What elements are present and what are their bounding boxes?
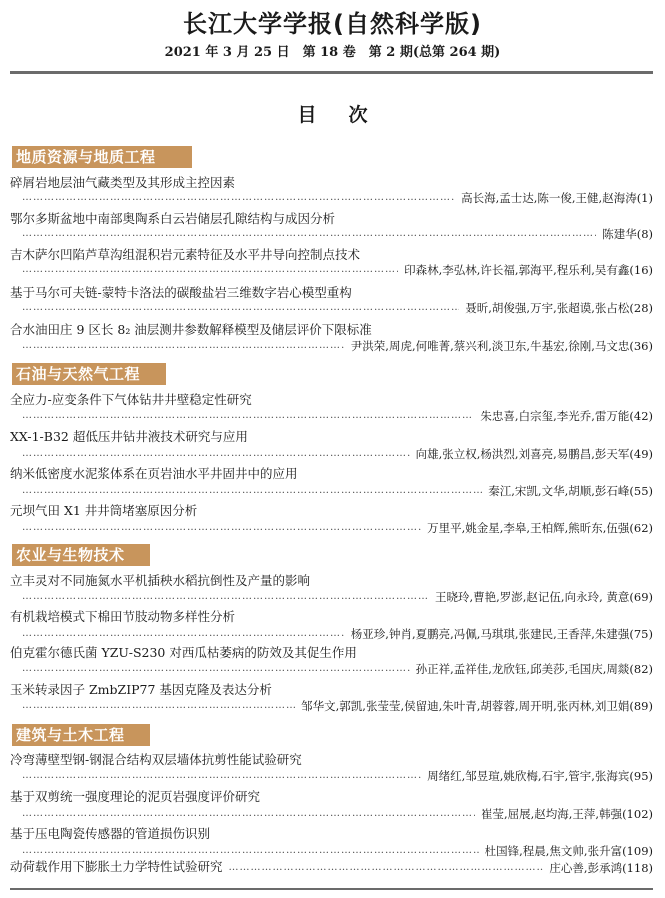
- leader-dots: [22, 843, 479, 859]
- entry-authors: 高长海,孟士达,陈一俊,王健,赵海涛(1): [461, 191, 653, 205]
- entry-title[interactable]: XX-1-B32 超低压井钻井液技术研究与应用: [10, 429, 248, 444]
- inline-entry[interactable]: [10, 858, 653, 876]
- leader-dots: [22, 626, 345, 642]
- entry-title[interactable]: 玉米转录因子 ZmbZIP77 基因克隆及表达分析: [10, 682, 272, 697]
- leader-dots: [22, 408, 474, 424]
- section-badge-agriculture: 农业与生物技术: [12, 544, 150, 566]
- toc-heading-char-2: 次: [348, 104, 368, 126]
- entry-authors: 庄心善,彭承鸿(118): [549, 861, 653, 875]
- entry-line: [22, 520, 653, 536]
- entry-title[interactable]: 合水油田庄 9 区长 8₂ 油层测井参数解释模型及储层评价下限标准: [10, 322, 372, 337]
- section-badge-civil: 建筑与土木工程: [12, 724, 150, 746]
- entry-line: [22, 446, 653, 462]
- leader-dots: [22, 262, 398, 278]
- entry-title[interactable]: 元坝气田 X1 井井筒堵塞原因分析: [10, 503, 198, 518]
- entry-title[interactable]: 碎屑岩地层油气藏类型及其形成主控因素: [10, 175, 236, 190]
- entry-title[interactable]: 全应力-应变条件下气体钻井井壁稳定性研究: [10, 392, 252, 407]
- entry-authors: 尹洪荣,周虎,何唯菁,蔡兴利,淡卫东,牛基宏,徐刚,马文忠(36): [350, 339, 653, 353]
- journal-title: 长江大学学报(自然科学版): [183, 10, 482, 38]
- entry-title[interactable]: 基于马尔可夫链-蒙特卡洛法的碳酸盐岩三维数字岩心模型重构: [10, 285, 352, 300]
- leader-dots: [22, 338, 345, 354]
- entry-line: [22, 768, 653, 784]
- entry-line: [22, 698, 653, 714]
- leader-dots: [22, 661, 410, 677]
- leader-dots: [22, 226, 596, 242]
- entry-authors: 朱忠喜,白宗玺,李光乔,雷万能(42): [480, 409, 653, 423]
- entry-title[interactable]: 基于压电陶瓷传感器的管道损伤识别: [10, 826, 211, 841]
- entry-line: [22, 408, 653, 424]
- leader-dots: [229, 860, 544, 876]
- entry-authors: 印森林,李弘林,许长福,郭海平,程乐利,吴有鑫(16): [404, 263, 653, 277]
- entry-line: [22, 589, 653, 605]
- section-badge-geology: 地质资源与地质工程: [12, 146, 192, 168]
- entry-title[interactable]: 冷弯薄壁型钢-钢混合结构双层墙体抗剪性能试验研究: [10, 752, 302, 767]
- toc-heading: [0, 100, 665, 127]
- entry-title[interactable]: 动荷载作用下膨胀土力学特性试验研究: [10, 859, 223, 874]
- entry-authors: 向雄,张立权,杨洪烈,刘喜亮,易鹏昌,彭天军(49): [415, 447, 653, 461]
- entry-line: [22, 661, 653, 677]
- toc-heading-char-1: 目: [297, 104, 317, 126]
- entry-title[interactable]: 纳米低密度水泥浆体系在页岩油水平井固井中的应用: [10, 466, 298, 481]
- entry-authors: 聂昕,胡俊强,万宇,张超谟,张占松(28): [465, 301, 653, 315]
- leader-dots: [22, 300, 459, 316]
- entry-authors: 万里平,姚金星,李皋,王柏辉,熊昕东,伍强(62): [427, 521, 653, 535]
- entry-line: [22, 338, 653, 354]
- section-badge-petroleum: 石油与天然气工程: [12, 363, 166, 385]
- entry-line: [22, 843, 653, 859]
- entry-line: [22, 262, 653, 278]
- leader-dots: [22, 698, 295, 714]
- bottom-divider: [10, 888, 653, 890]
- entry-authors: 孙正祥,孟祥佳,龙欣钰,邱美莎,毛国庆,周燚(82): [415, 662, 653, 676]
- leader-dots: [22, 806, 475, 822]
- leader-dots: [22, 446, 410, 462]
- entry-line: [22, 626, 653, 642]
- entry-line: [22, 190, 653, 206]
- entry-authors: 秦江,宋凯,文华,胡顺,彭石峰(55): [488, 484, 653, 498]
- entry-title[interactable]: 立丰灵对不同施氮水平机插秧水稻抗倒性及产量的影响: [10, 573, 311, 588]
- leader-dots: [22, 483, 482, 499]
- leader-dots: [22, 190, 455, 206]
- top-divider: [10, 71, 653, 74]
- entry-authors: 邹华文,郭凯,张莹莹,侯留迪,朱叶青,胡蓉蓉,周开明,张丙林,刘卫娟(89): [301, 699, 653, 713]
- entry-authors: 杨亚珍,钟肖,夏鹏亮,冯佩,马琪琪,张建民,王香萍,朱建强(75): [350, 627, 653, 641]
- issue-info: 2021 年 3 月 25 日 第 18 卷 第 2 期(总第 264 期): [164, 45, 501, 60]
- entry-title[interactable]: 鄂尔多斯盆地中南部奥陶系白云岩储层孔隙结构与成因分析: [10, 211, 336, 226]
- entry-authors: 杜国锋,程晨,焦文帅,张升富(109): [484, 844, 653, 858]
- entry-title[interactable]: 伯克霍尔德氏菌 YZU-S230 对西瓜枯萎病的防效及其促生作用: [10, 645, 357, 660]
- entry-authors: 王晓玲,曹艳,罗澎,赵记伍,向永玲, 黄意(69): [434, 590, 653, 604]
- entry-title[interactable]: 基于双剪统一强度理论的泥页岩强度评价研究: [10, 789, 261, 804]
- entry-authors: 陈建华(8): [602, 227, 653, 241]
- entry-authors: 崔莹,屈展,赵均海,王萍,韩强(102): [480, 807, 653, 821]
- entry-line: [22, 300, 653, 316]
- entry-authors: 周绪红,邹昱瑄,姚欣梅,石宇,管宇,张海宾(95): [427, 769, 653, 783]
- leader-dots: [22, 520, 421, 536]
- entry-line: [22, 226, 653, 242]
- entry-line: [22, 483, 653, 499]
- leader-dots: [22, 768, 421, 784]
- entry-line: [22, 806, 653, 822]
- entry-title[interactable]: 吉木萨尔凹陷芦草沟组混积岩元素特征及水平井导向控制点技术: [10, 247, 361, 262]
- entry-title[interactable]: 有机栽培模式下棉田节肢动物多样性分析: [10, 609, 236, 624]
- leader-dots: [22, 589, 429, 605]
